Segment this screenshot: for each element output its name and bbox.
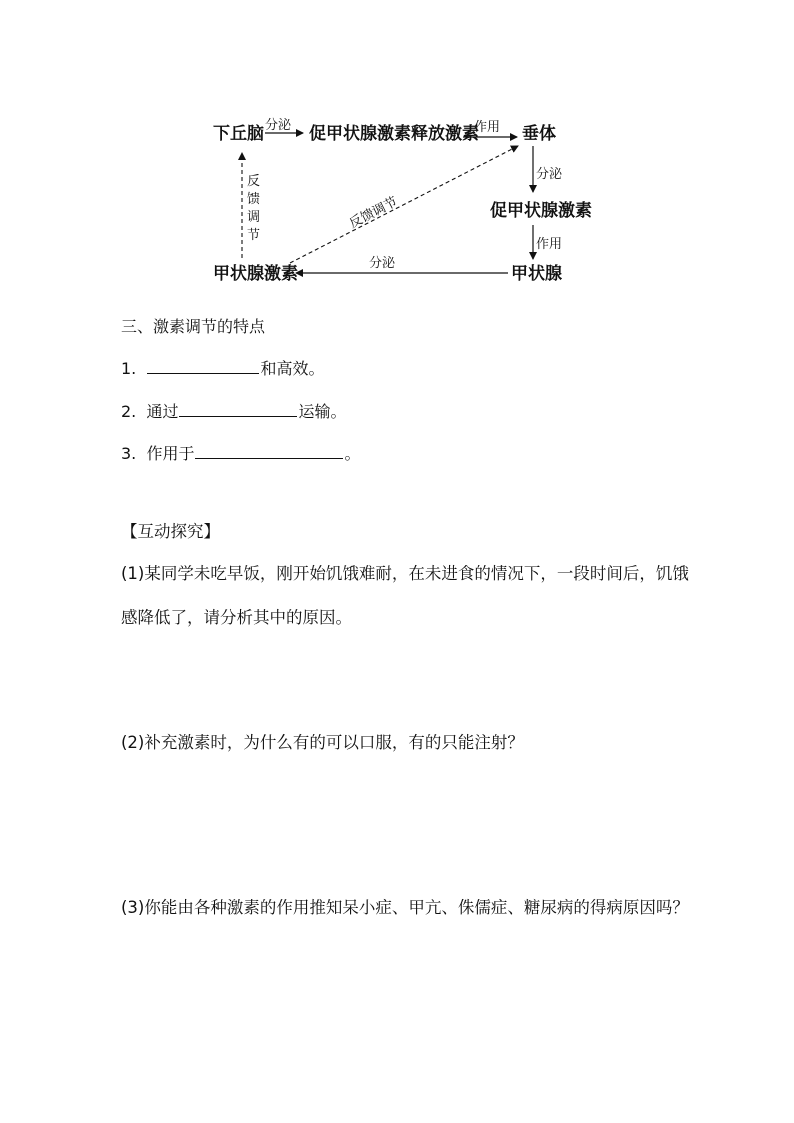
arrow-feedback-diagonal bbox=[290, 146, 518, 263]
label-act-1: 作用 bbox=[474, 120, 501, 135]
label-act-2: 作用 bbox=[536, 237, 563, 252]
node-hypothalamus: 下丘脑 bbox=[213, 124, 264, 144]
label-feedback-vert-2: 馈 bbox=[247, 192, 261, 207]
hormone-regulation-diagram bbox=[0, 0, 794, 300]
label-secrete-1: 分泌 bbox=[265, 118, 292, 133]
item-text-after: 。 bbox=[344, 444, 361, 463]
fill-item-2 bbox=[121, 401, 346, 422]
item-number: 2. bbox=[121, 402, 137, 421]
answer-blank[interactable] bbox=[147, 358, 259, 374]
node-tsh: 促甲状腺激素 bbox=[490, 201, 592, 221]
explore-heading: 【互动探究】 bbox=[121, 522, 220, 541]
label-secrete-3: 分泌 bbox=[369, 256, 396, 271]
fill-item-3 bbox=[121, 443, 360, 464]
label-feedback-vert-4: 节 bbox=[247, 228, 261, 243]
fill-item-1 bbox=[121, 358, 324, 379]
label-feedback-vert-3: 调 bbox=[247, 210, 261, 225]
question-2: (2)补充激素时，为什么有的可以口服，有的只能注射？ bbox=[121, 733, 524, 752]
answer-blank[interactable] bbox=[195, 443, 343, 459]
label-feedback-vert-1: 反 bbox=[247, 174, 261, 189]
question-3: (3)你能由各种激素的作用推知呆小症、甲亢、侏儒症、糖尿病的得病原因吗？ bbox=[121, 898, 689, 917]
label-feedback-diagonal: 反馈调节 bbox=[347, 194, 401, 232]
label-secrete-2: 分泌 bbox=[536, 167, 563, 182]
section-heading: 三、激素调节的特点 bbox=[121, 317, 266, 336]
node-pituitary: 垂体 bbox=[522, 124, 556, 144]
item-text-after: 和高效。 bbox=[260, 359, 325, 378]
node-thyroxine: 甲状腺激素 bbox=[213, 264, 298, 284]
item-text-before: 作用于 bbox=[146, 444, 195, 463]
node-thyroid: 甲状腺 bbox=[511, 264, 562, 284]
node-trh: 促甲状腺激素释放激素 bbox=[309, 124, 479, 144]
answer-blank[interactable] bbox=[179, 401, 297, 417]
question-1: (1)某同学未吃早饭，刚开始饥饿难耐，在未进食的情况下，一段时间后，饥饿感降低了，请分析其中的原因。 bbox=[121, 564, 689, 627]
item-text-after: 运输。 bbox=[298, 402, 347, 421]
item-text-before: 通过 bbox=[146, 402, 179, 421]
item-number: 3. bbox=[121, 444, 137, 463]
item-number: 1. bbox=[121, 359, 137, 378]
